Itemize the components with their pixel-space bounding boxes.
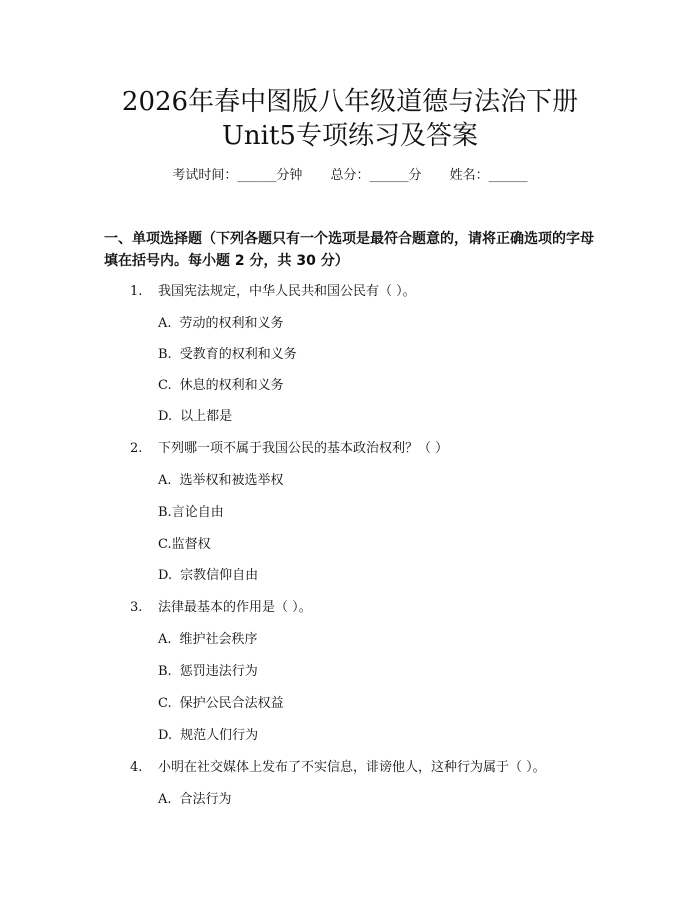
question-number: 1. — [130, 284, 143, 299]
option-text: 受教育的权利和义务 — [179, 347, 297, 362]
question-1 — [130, 283, 416, 301]
question-4 — [130, 759, 546, 777]
option-text: 合法行为 — [179, 792, 232, 807]
option-text: 监督权 — [171, 537, 211, 552]
option-text: 规范人们行为 — [180, 728, 259, 743]
option-text: 休息的权利和义务 — [179, 378, 284, 393]
option-3a — [158, 631, 258, 649]
question-number: 3. — [130, 600, 143, 615]
option-4a — [158, 791, 232, 809]
document-title-line1: 2026年春中图版八年级道德与法治下册 — [121, 87, 579, 117]
option-letter: C. — [158, 378, 172, 393]
option-letter: D. — [158, 409, 173, 424]
option-text: 惩罚违法行为 — [179, 664, 258, 679]
document-title-line2: Unit5专项练习及答案 — [222, 121, 478, 151]
option-letter: A. — [158, 316, 172, 331]
option-text: 选举权和被选举权 — [179, 473, 284, 488]
option-1d — [158, 408, 232, 426]
option-1c — [158, 377, 284, 395]
exam-time-field: 考试时间：______分钟 — [172, 168, 303, 183]
option-letter: C. — [158, 537, 172, 552]
section-heading-line1: 一、单项选择题（下列各题只有一个选项是最符合题意的，请将正确选项的字母 — [104, 231, 594, 247]
option-3d — [158, 727, 258, 745]
option-text: 宗教信仰自由 — [180, 568, 259, 583]
option-letter: B. — [158, 347, 172, 362]
question-text: 法律最基本的作用是（ ）。 — [158, 600, 312, 615]
section-heading-line2: 填在括号内。每小题 2 分，共 30 分） — [104, 253, 349, 269]
question-text: 下列哪一项不属于我国公民的基本政治权利？（ ） — [158, 441, 449, 456]
option-letter: A. — [158, 473, 172, 488]
option-3c — [158, 695, 284, 713]
question-text: 我国宪法规定，中华人民共和国公民有（ ）。 — [158, 284, 416, 299]
option-2c — [158, 536, 211, 554]
option-letter: D. — [158, 568, 173, 583]
option-letter: A. — [158, 792, 172, 807]
section-heading — [104, 228, 624, 272]
option-2a — [158, 472, 284, 490]
option-text: 劳动的权利和义务 — [179, 316, 284, 331]
option-2b — [158, 504, 224, 522]
option-text: 保护公民合法权益 — [179, 696, 284, 711]
student-name-field: 姓名：______ — [449, 168, 528, 183]
option-text: 以上都是 — [180, 409, 233, 424]
option-letter: B. — [158, 505, 172, 520]
option-1a — [158, 315, 284, 333]
question-number: 2. — [130, 441, 143, 456]
question-3 — [130, 599, 312, 617]
option-letter: A. — [158, 632, 172, 647]
option-1b — [158, 346, 297, 364]
option-letter: D. — [158, 728, 173, 743]
option-3b — [158, 663, 258, 681]
option-text: 维护社会秩序 — [179, 632, 258, 647]
option-letter: B. — [158, 664, 172, 679]
option-2d — [158, 567, 258, 585]
question-number: 4. — [130, 760, 143, 775]
total-score-field: 总分：______分 — [330, 168, 422, 183]
option-letter: C. — [158, 696, 172, 711]
question-2 — [130, 440, 448, 458]
option-text: 言论自由 — [171, 505, 224, 520]
exam-meta — [0, 167, 700, 185]
question-text: 小明在社交媒体上发布了不实信息，诽谤他人，这种行为属于（ ）。 — [158, 760, 546, 775]
